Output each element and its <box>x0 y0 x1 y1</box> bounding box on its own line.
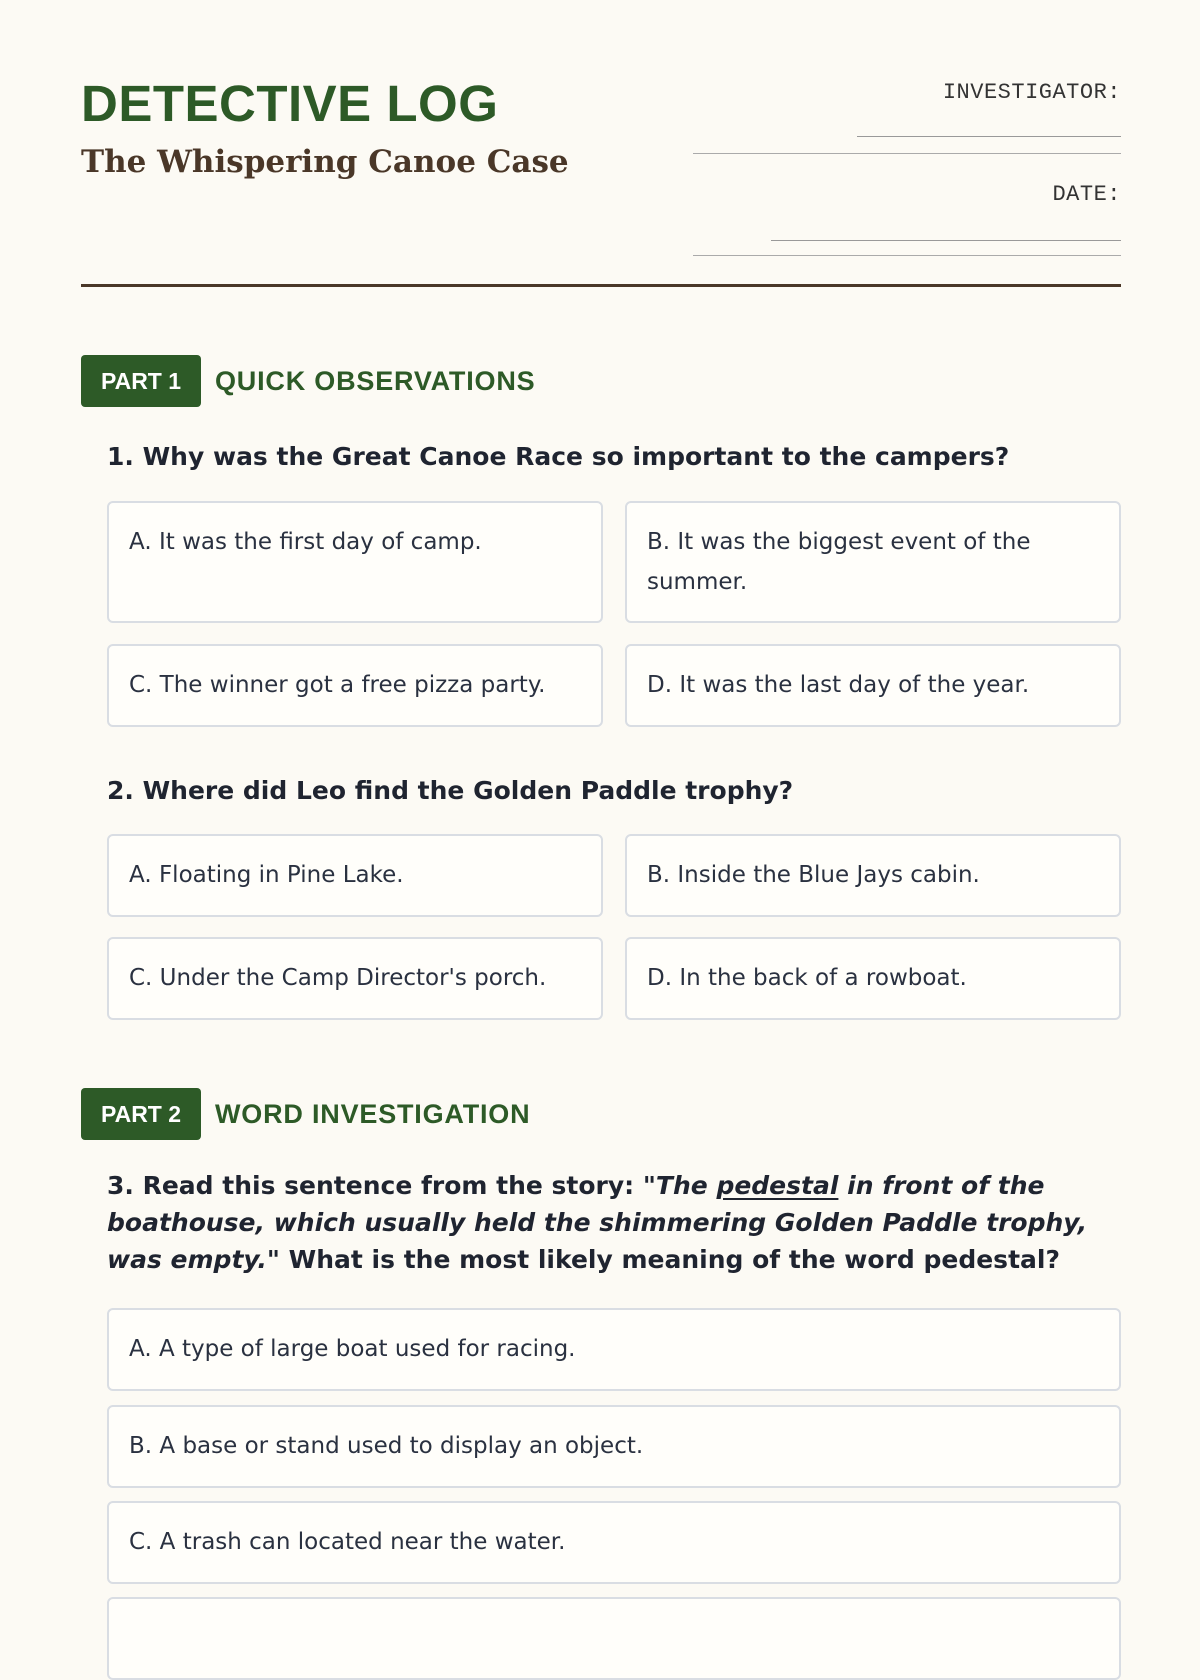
quote-rest: in front of the boathouse, which usually held the shimmering Golden Paddle trophy, was empty." <box>107 1171 1088 1274</box>
date-underline <box>771 240 1121 241</box>
part-2-badge: PART 2 <box>81 1088 201 1140</box>
q1-option-d[interactable]: D. It was the last day of the year. <box>625 644 1121 727</box>
quote-open: "The <box>642 1171 717 1200</box>
q3-option-d-partial[interactable] <box>107 1597 1121 1680</box>
question-3-tail: What is the most likely meaning of the word pedestal? <box>279 1245 1060 1274</box>
q2-option-a[interactable]: A. Floating in Pine Lake. <box>107 834 603 917</box>
part-2-title: WORD INVESTIGATION <box>215 1099 531 1129</box>
q1-option-a[interactable]: A. It was the first day of camp. <box>107 501 603 623</box>
question-3-lead: 3. Read this sentence from the story: <box>107 1171 635 1200</box>
case-subtitle: The Whispering Canoe Case <box>81 144 569 180</box>
date-label: DATE: <box>1052 182 1121 207</box>
part-1-title: QUICK OBSERVATIONS <box>215 366 536 396</box>
vocab-word: pedestal <box>716 1171 839 1200</box>
date-line <box>693 255 1121 256</box>
q3-option-c[interactable]: C. A trash can located near the water. <box>107 1501 1121 1584</box>
investigator-underline <box>857 136 1121 137</box>
worksheet-page <box>81 0 1121 1555</box>
part-1-badge: PART 1 <box>81 355 201 407</box>
q3-option-a[interactable]: A. A type of large boat used for racing. <box>107 1308 1121 1391</box>
q2-option-d[interactable]: D. In the back of a rowboat. <box>625 937 1121 1020</box>
page-title: DETECTIVE LOG <box>81 75 499 132</box>
q2-option-c[interactable]: C. Under the Camp Director's porch. <box>107 937 603 1020</box>
question-1: 1. Why was the Great Canoe Race so important to the campers? <box>107 442 1010 471</box>
q3-option-b[interactable]: B. A base or stand used to display an object. <box>107 1405 1121 1488</box>
investigator-label: INVESTIGATOR: <box>942 80 1121 105</box>
question-2: 2. Where did Leo find the Golden Paddle trophy? <box>107 776 794 805</box>
question-3 <box>107 1167 1121 1278</box>
q1-option-b[interactable]: B. It was the biggest event of the summer. <box>625 501 1121 623</box>
investigator-line <box>693 153 1121 154</box>
q1-option-c[interactable]: C. The winner got a free pizza party. <box>107 644 603 727</box>
header-divider <box>81 284 1121 287</box>
worksheet-header <box>81 0 1121 288</box>
q2-option-b[interactable]: B. Inside the Blue Jays cabin. <box>625 834 1121 917</box>
